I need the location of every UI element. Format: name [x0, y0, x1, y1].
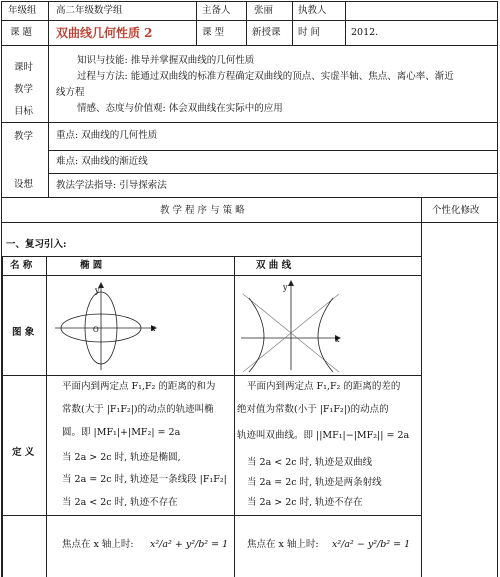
preparer-label: 主备人 [202, 5, 231, 16]
col-line [2, 256, 3, 577]
hyperbola-def-line-2: 绝对值为常数(小于 |F₁F₂|)的动点的 [237, 404, 389, 415]
col-name-header: 名 称 [10, 260, 33, 271]
type-value: 新授课 [252, 27, 281, 38]
section-title: 一、复习引入: [6, 239, 67, 250]
row-line [1, 20, 498, 21]
ellipse-y-label: y [95, 286, 100, 295]
ellipse-def-line-6: 当 2a < 2c 时, 轨迹不存在 [62, 497, 178, 508]
ellipse-origin-label: O [93, 326, 99, 334]
goal-process: 过程与方法: 能通过双曲线的标准方程确定双曲线的顶点、实虚半轴、焦点、离心率、渐近 [77, 71, 454, 82]
row-line [1, 197, 498, 198]
ellipse-x-label: x [151, 324, 156, 333]
hyperbola-graph [235, 276, 421, 375]
col-line [345, 1, 346, 46]
goal-attitude: 情感、态度与价值观: 体会双曲线在实际中的应用 [77, 103, 283, 114]
personal-header: 个性化修改 [432, 205, 480, 216]
row-graph-label: 图 象 [12, 327, 35, 338]
row-line [2, 515, 421, 516]
border-right [497, 1, 498, 577]
ellipse-equation: x²/a² + y²/b² = 1 [150, 539, 229, 550]
row-line [1, 45, 498, 46]
row-definition-label: 定 义 [12, 447, 35, 458]
type-label: 课 型 [202, 27, 225, 38]
col-line [246, 1, 247, 46]
topic-value: 双曲线几何性质 2 [56, 26, 153, 40]
row-line [1, 122, 498, 123]
time-value: 2012. [351, 27, 379, 38]
hyperbola-def-line-3: 轨迹叫双曲线。即 ||MF₁|−|MF₂|| = 2a [237, 430, 410, 441]
grade-label: 年级组 [8, 5, 37, 16]
design-label-bottom: 设想 [14, 179, 34, 190]
ellipse-def-line-5: 当 2a = 2c 时, 轨迹是一条线段 |F₁F₂| [62, 474, 227, 485]
hyperbola-def-line-6: 当 2a > 2c 时, 轨迹不存在 [247, 497, 363, 508]
preparer-value: 张丽 [254, 5, 274, 16]
procedure-header: 教 学 程 序 与 策 略 [160, 205, 245, 216]
row-line [2, 375, 421, 376]
hyperbola-def-line-4: 当 2a < 2c 时, 轨迹是双曲线 [247, 457, 373, 468]
ellipse-graph [47, 276, 234, 375]
hyperbola-equation: x²/a² − y²/b² = 1 [332, 539, 411, 550]
ellipse-def-line-2: 常数(大于 |F₁F₂|)的动点的轨迹叫椭 [62, 404, 214, 415]
hyperbola-x-label: x [335, 335, 340, 344]
goals-label-3: 目标 [14, 106, 34, 117]
hyperbola-y-label: y [283, 283, 288, 292]
ellipse-def-line-1: 平面内到两定点 F₁,F₂ 的距离的和为 [62, 381, 216, 392]
ellipse-def-line-3: 圆。即 |MF₁|+|MF₂| = 2a [62, 427, 181, 438]
goal-knowledge: 知识与技能: 推导并掌握双曲线的几何性质 [77, 55, 255, 66]
goals-label-1: 课时 [14, 62, 34, 73]
teaching-method: 教法学法指导: 引导探索法 [56, 180, 167, 191]
difficult-point: 难点: 双曲线的渐近线 [56, 156, 148, 167]
time-label: 时 间 [298, 27, 321, 38]
goal-process-cont: 线方程 [56, 87, 85, 98]
topic-label: 课 题 [10, 27, 33, 38]
design-label-top: 教学 [14, 131, 34, 142]
row-line [2, 256, 421, 257]
row-line [48, 173, 498, 174]
col-line [421, 197, 422, 577]
hyperbola-y-arrow [288, 280, 294, 286]
row-line [1, 222, 498, 223]
border-top [1, 1, 498, 2]
col-ellipse-header: 椭 圆 [80, 260, 103, 271]
hyperbola-def-line-1: 平面内到两定点 F₁,F₂ 的距离的差的 [247, 381, 401, 392]
col-line [48, 1, 49, 198]
teacher-label: 执教人 [298, 5, 327, 16]
goals-label-2: 教学 [14, 84, 34, 95]
col-hyperbola-header: 双 曲 线 [256, 260, 292, 271]
row-line [48, 150, 498, 151]
ellipse-def-line-4: 当 2a > 2c 时, 轨迹是椭圆, [62, 452, 181, 463]
col-line [196, 1, 197, 46]
ellipse-eq-label: 焦点在 x 轴上时: [62, 539, 134, 550]
hyperbola-eq-label: 焦点在 x 轴上时: [247, 539, 319, 550]
grade-value: 高二年级数学组 [56, 5, 123, 16]
col-line [292, 1, 293, 46]
hyperbola-def-line-5: 当 2a = 2c 时, 轨迹是两条射线 [247, 477, 382, 488]
key-point: 重点: 双曲线的几何性质 [56, 130, 158, 141]
